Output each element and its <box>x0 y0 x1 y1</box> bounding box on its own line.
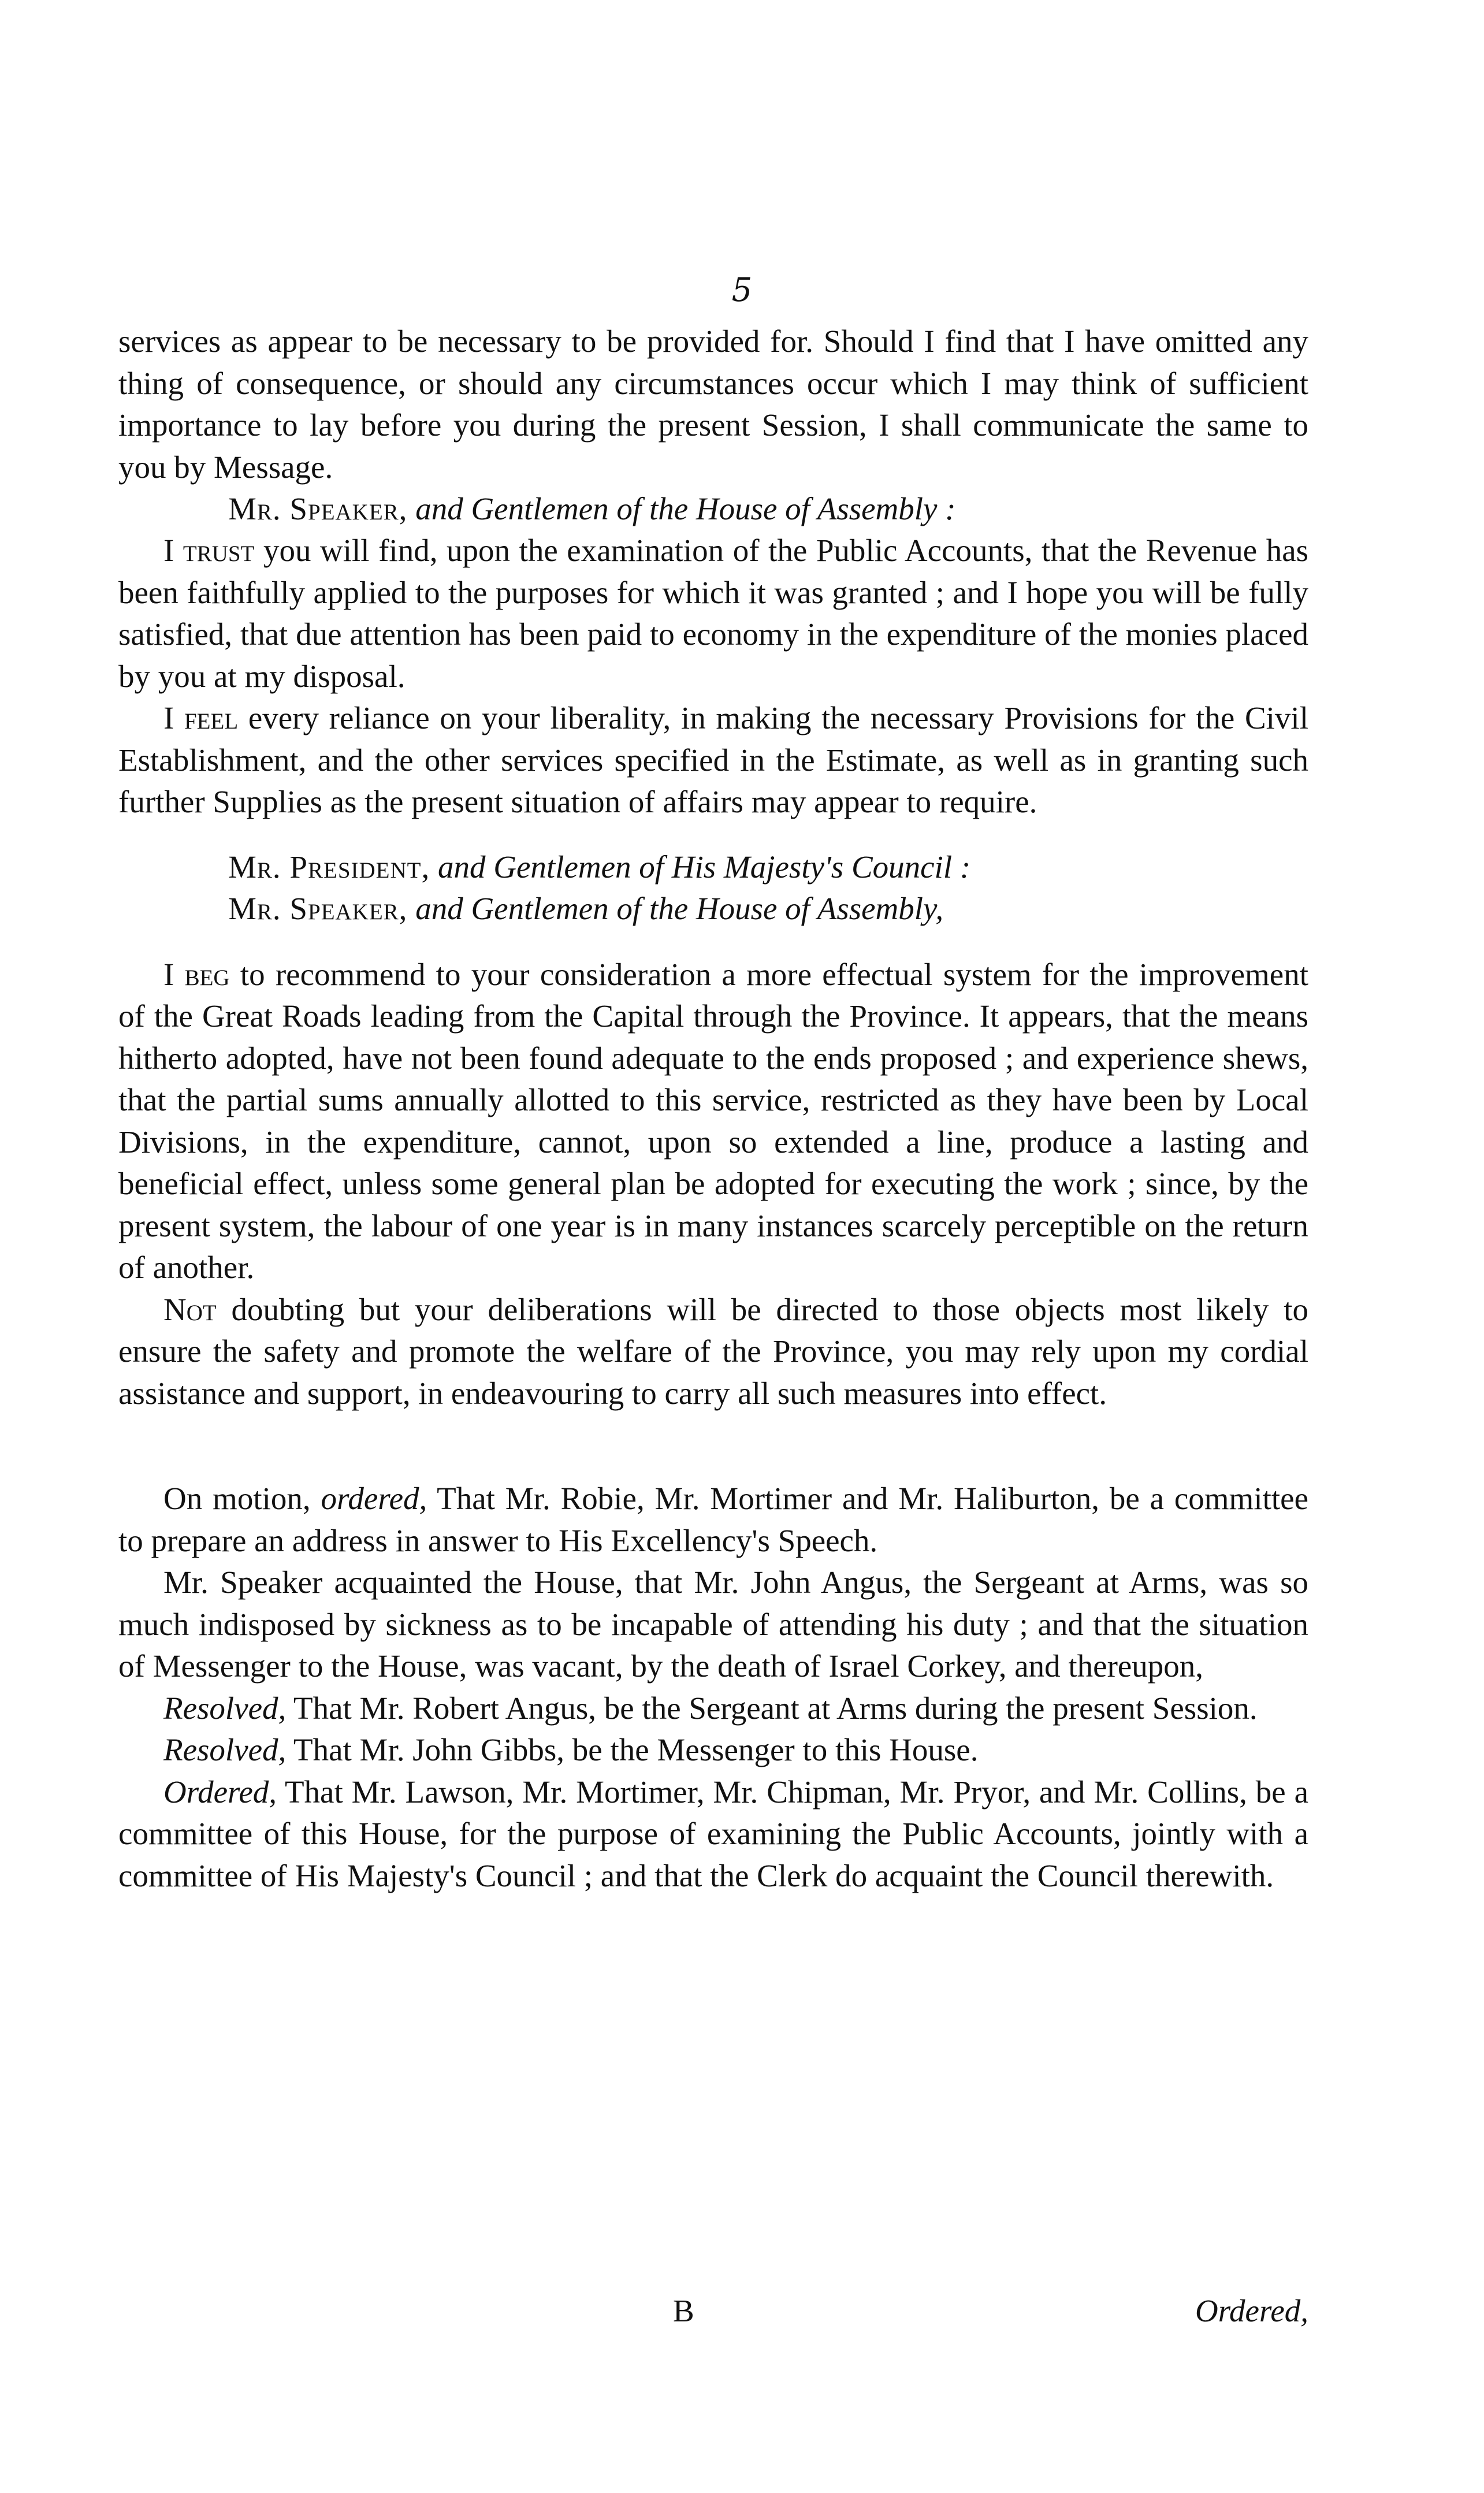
address-rest: and Gentlemen of the House of Assembly : <box>407 491 956 526</box>
paragraph-lead: I feel <box>163 700 239 735</box>
paragraph-text: to recommend to your consideration a more effectual system for the improvement of the Great Roads leading from the Capital through the Province. It appears, that the means hitherto adopted, have not been found adequate to the ends proposed ; and experience shews, that the partial sums annually allotted to this service, restricted as they have been by Local Divisions, in the expenditure, cannot, upon so extended a line, produce a lasting and beneficial effect, unless some general plan be adopted for executing the work ; since, by the present system, the labour of one year is in many instances scarcely perceptible on the return of another. <box>118 956 1308 1285</box>
proceeding-address-committee <box>118 1478 1308 1562</box>
proceeding-text: Mr. Speaker acquainted the House, that Mr. John Angus, the Sergeant at Arms, was so much indisposed by sickness as to be incapable of attending his duty ; and that the situation of Messenger to the House, was vacant, by the death of Israel Corkey, and thereupon, <box>118 1565 1308 1684</box>
proceeding-accounts-committee <box>118 1771 1308 1897</box>
address-title: Mr. President, <box>228 849 430 885</box>
signature-mark: B <box>673 2293 694 2328</box>
paragraph-text: you will find, upon the examination of the Public Accounts, that the Revenue has been faithfully applied to the purposes for which it was granted ; and I hope you will be fully satisfied, that due attention has been paid to economy in the expenditure of the monies placed by you at my disposal. <box>118 533 1309 694</box>
page-number: 5 <box>731 272 753 309</box>
proceeding-lead-italic: ordered, <box>321 1481 427 1516</box>
page-footer <box>118 2293 1308 2339</box>
paragraph-text: doubting but your deliberations will be directed to those objects most likely to ensure the safety and promote the welfare of the Province, you may rely upon my cordial assistance and support, in endeavouring to carry all such measures into effect. <box>118 1291 1308 1411</box>
proceeding-text: That Mr. Robert Angus, be the Sergeant at Arms during the present Session. <box>286 1690 1258 1726</box>
proceeding-lead: On motion, <box>163 1481 321 1516</box>
address-line-council <box>228 846 1308 888</box>
proceeding-text: That Mr. John Gibbs, be the Messenger to this House. <box>286 1732 979 1767</box>
paragraph-supplies <box>118 697 1308 823</box>
address-speaker-assembly <box>118 488 1308 530</box>
address-title: Mr. Speaker, <box>228 890 408 926</box>
proceeding-sergeant-vacancy <box>118 1562 1308 1688</box>
address-rest: and Gentlemen of His Majesty's Council : <box>430 849 971 885</box>
document-body <box>118 321 1308 1897</box>
paragraph-great-roads <box>118 954 1308 1289</box>
paragraph-text: every reliance on your liberality, in making the necessary Provisions for the Civil Establishment, and the other services specified in the Estimate, as well as in granting such further Supplies as the present situation of affairs may appear to require. <box>118 700 1308 819</box>
proceeding-resolved-messenger <box>118 1729 1308 1771</box>
address-council-and-assembly <box>118 846 1308 930</box>
paragraph-deliberations <box>118 1289 1308 1415</box>
proceeding-text: That Mr. Lawson, Mr. Mortimer, Mr. Chipman, Mr. Pryor, and Mr. Collins, be a committee of this House, for the purpose of examining the Public Accounts, jointly with a committee of His Majesty's Council ; and that the Clerk do acquaint the Council therewith. <box>118 1774 1308 1893</box>
paragraph-lead: I trust <box>163 533 255 568</box>
proceeding-lead-italic: Resolved, <box>163 1732 287 1767</box>
paragraph-lead: Not <box>163 1291 217 1327</box>
proceeding-lead-italic: Resolved, <box>163 1690 287 1726</box>
proceeding-lead-italic: Ordered, <box>163 1774 277 1810</box>
proceeding-resolved-sergeant <box>118 1688 1308 1730</box>
paragraph-public-accounts <box>118 530 1308 697</box>
catchword: Ordered, <box>1195 2293 1308 2328</box>
paragraph-lead: I beg <box>163 956 230 992</box>
address-line-assembly <box>228 888 1308 930</box>
address-title: Mr. Speaker, <box>228 491 408 526</box>
paragraph-services: services as appear to be necessary to be provided for. Should I find that I have omitted any thing of consequence, or should any circumstances occur which I may think of sufficient importance to lay before you during the present Session, I shall communicate the same to you by Message. <box>118 324 1308 485</box>
address-rest: and Gentlemen of the House of Assembly, <box>407 890 944 926</box>
section-gap <box>118 1414 1308 1478</box>
proceeding-text: That Mr. Robie, Mr. Mortimer and Mr. Haliburton, be a committee to prepare an address in answer to His Excellency's Speech. <box>118 1481 1308 1558</box>
